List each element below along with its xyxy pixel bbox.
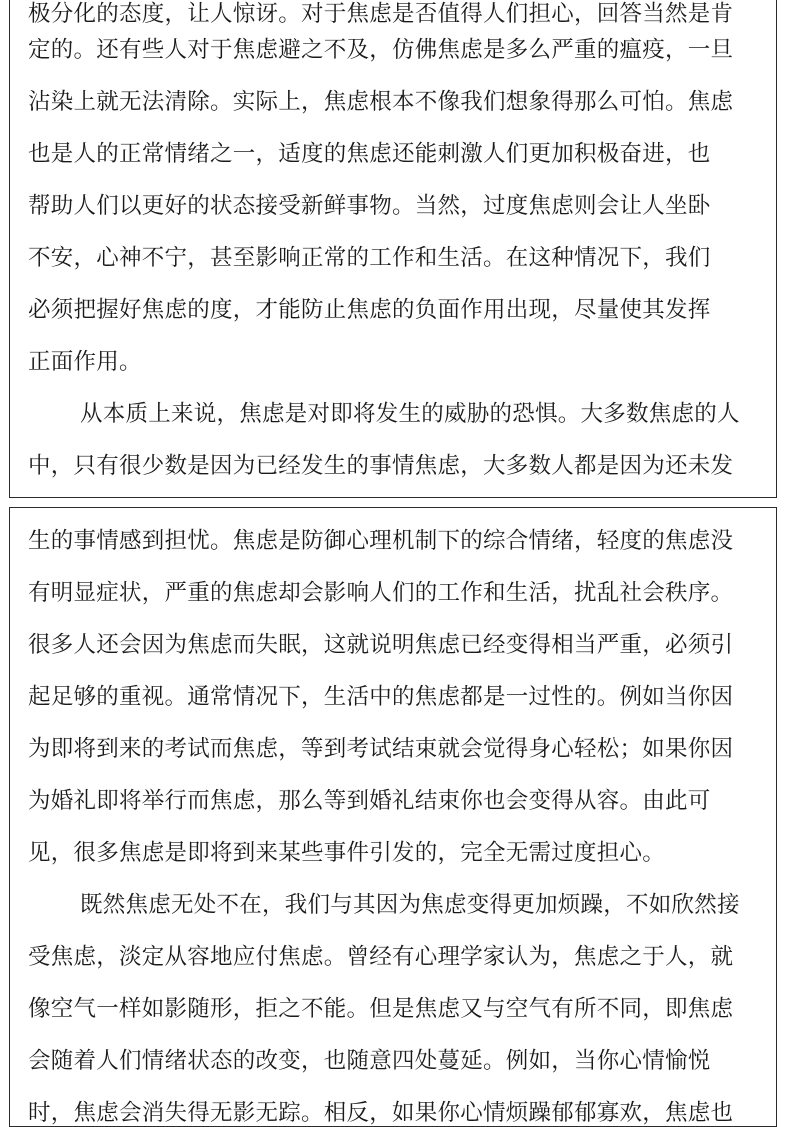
text-line: 帮助人们以更好的状态接受新鲜事物。当然，过度焦虑则会让人坐卧 — [28, 193, 711, 219]
text-line: 也是人的正常情绪之一，适度的焦虑还能刺激人们更加积极奋进，也 — [28, 141, 711, 167]
text-line: 中，只有很少数是因为已经发生的事情焦虑，大多数人都是因为还未发 — [28, 453, 734, 479]
text-line: 生的事情感到担忧。焦虑是防御心理机制下的综合情绪，轻度的焦虑没 — [28, 528, 734, 554]
text-line: 沾染上就无法清除。实际上，焦虑根本不像我们想象得那么可怕。焦虑 — [28, 89, 734, 115]
text-line: 必须把握好焦虑的度，才能防止焦虑的负面作用出现，尽量使其发挥 — [28, 297, 711, 323]
text-line: 为即将到来的考试而焦虑，等到考试结束就会觉得身心轻松；如果你因 — [28, 736, 734, 762]
text-line: 受焦虑，淡定从容地应付焦虑。曾经有心理学家认为，焦虑之于人，就 — [28, 944, 734, 970]
text-line: 见，很多焦虑是即将到来某些事件引发的，完全无需过度担心。 — [28, 840, 666, 866]
text-line: 很多人还会因为焦虑而失眠，这就说明焦虑已经变得相当严重，必须引 — [28, 632, 734, 658]
text-line: 起足够的重视。通常情况下，生活中的焦虑都是一过性的。例如当你因 — [28, 684, 734, 710]
text-line: 时，焦虑会消失得无影无踪。相反，如果你心情烦躁郁郁寡欢，焦虑也 — [28, 1100, 734, 1126]
text-line: 极分化的态度，让人惊讶。对于焦虑是否值得人们担心，回答当然是肯 — [28, 1, 734, 27]
text-line: 从本质上来说，焦虑是对即将发生的威胁的恐惧。大多数焦虑的人 — [80, 401, 740, 427]
text-line: 不安，心神不宁，甚至影响正常的工作和生活。在这种情况下，我们 — [28, 245, 711, 271]
text-line: 定的。还有些人对于焦虑避之不及，仿佛焦虑是多么严重的瘟疫，一旦 — [28, 37, 734, 63]
text-line: 正面作用。 — [28, 349, 142, 375]
text-line: 会随着人们情绪状态的改变，也随意四处蔓延。例如，当你心情愉悦 — [28, 1048, 711, 1074]
text-line: 像空气一样如影随形，拒之不能。但是焦虑又与空气有所不同，即焦虑 — [28, 996, 734, 1022]
page-panel-bottom — [9, 507, 777, 1127]
text-line: 有明显症状，严重的焦虑却会影响人们的工作和生活，扰乱社会秩序。 — [28, 580, 734, 606]
text-line: 为婚礼即将举行而焦虑，那么等到婚礼结束你也会变得从容。由此可 — [28, 788, 711, 814]
page-panel-top — [9, 0, 777, 498]
text-line: 既然焦虑无处不在，我们与其因为焦虑变得更加烦躁，不如欣然接 — [80, 892, 740, 918]
